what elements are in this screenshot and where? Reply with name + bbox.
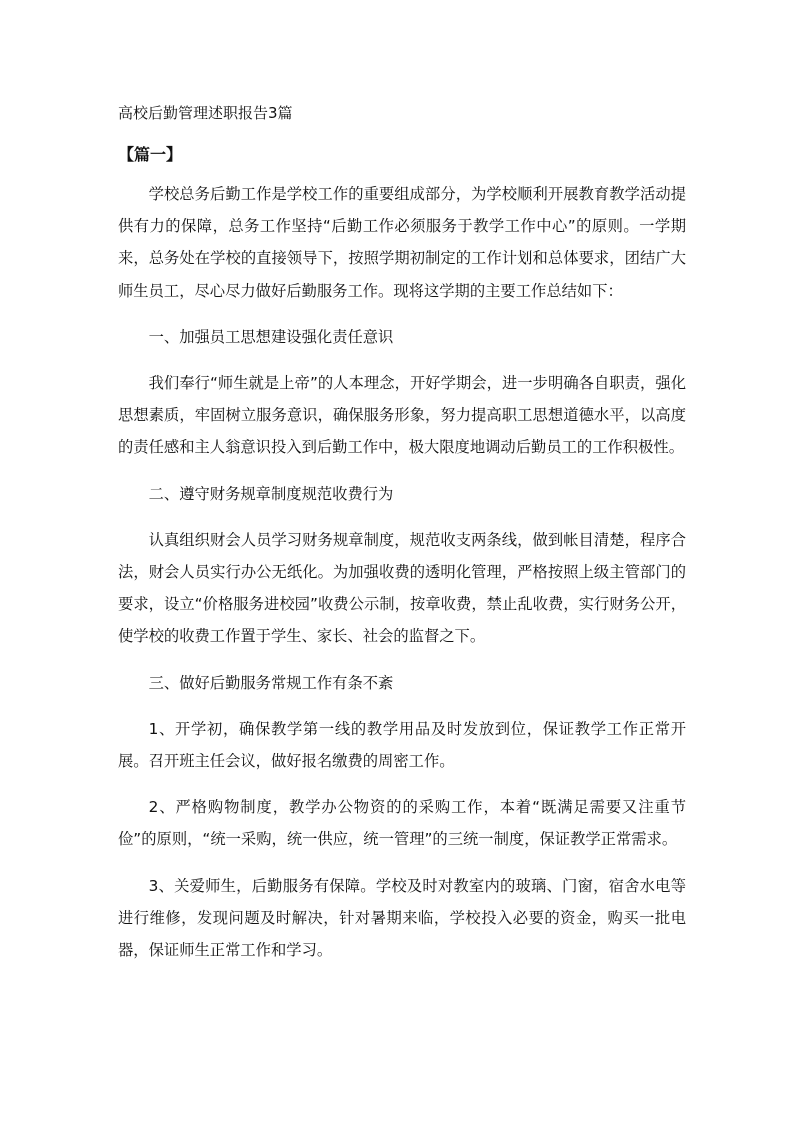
section-heading-1: 一、加强员工思想建设强化责任意识	[148, 327, 394, 346]
section-3-paragraph-2: 2、严格购物制度，教学办公物资的的采购工作，本着“既满足需要又注重节俭”的原则，“统一采购，统一供应，统一管理”的三统一制度，保证教学正常需求。	[118, 798, 686, 849]
document-title: 高校后勤管理述职报告3篇	[118, 104, 293, 122]
section-3-paragraph-3: 3、关爱师生，后勤服务有保障。学校及时对教室内的玻璃、门窗，宿舍水电等进行维修，发现问题及时解决，针对暑期来临，学校投入必要的资金，购买一批电器，保证师生正常工作和学习。	[118, 876, 686, 960]
section-3-paragraph-1: 1、开学初，确保教学第一线的教学用品及时发放到位，保证教学工作正常开展。召开班主任会议，做好报名缴费的周密工作。	[118, 719, 686, 771]
part-label: 【篇一】	[118, 145, 183, 164]
intro-paragraph: 学校总务后勤工作是学校工作的重要组成部分，为学校顺利开展教育教学活动提供有力的保障，总务工作坚持“后勤工作必须服务于教学工作中心”的原则。一学期来，总务处在学校的直接领导下，按照学期初制定的工作计划和总体要求，团结广大师生员工，尽心尽力做好后勤服务工作。现将这学期的主要工作总结如下：	[118, 185, 686, 300]
section-heading-2: 二、遵守财务规章制度规范收费行为	[148, 484, 394, 503]
section-1-paragraph-1: 我们奉行“师生就是上帝”的人本理念，开好学期会，进一步明确各自职责，强化思想素质，牢固树立服务意识，确保服务形象，努力提高职工思想道德水平，以高度的责任感和主人翁意识投入到后勤工作中，极大限度地调动后勤员工的工作积极性。	[118, 374, 686, 457]
section-heading-3: 三、做好后勤服务常规工作有条不紊	[148, 673, 394, 692]
document-body	[118, 178, 686, 980]
section-2-paragraph-1: 认真组织财会人员学习财务规章制度，规范收支两条线，做到帐目清楚，程序合法，财会人员实行办公无纸化。为加强收费的透明化管理，严格按照上级主管部门的要求，设立“价格服务进校园”收费公示制，按章收费，禁止乱收费，实行财务公开，使学校的收费工作置于学生、家长、社会的监督之下。	[118, 530, 686, 646]
